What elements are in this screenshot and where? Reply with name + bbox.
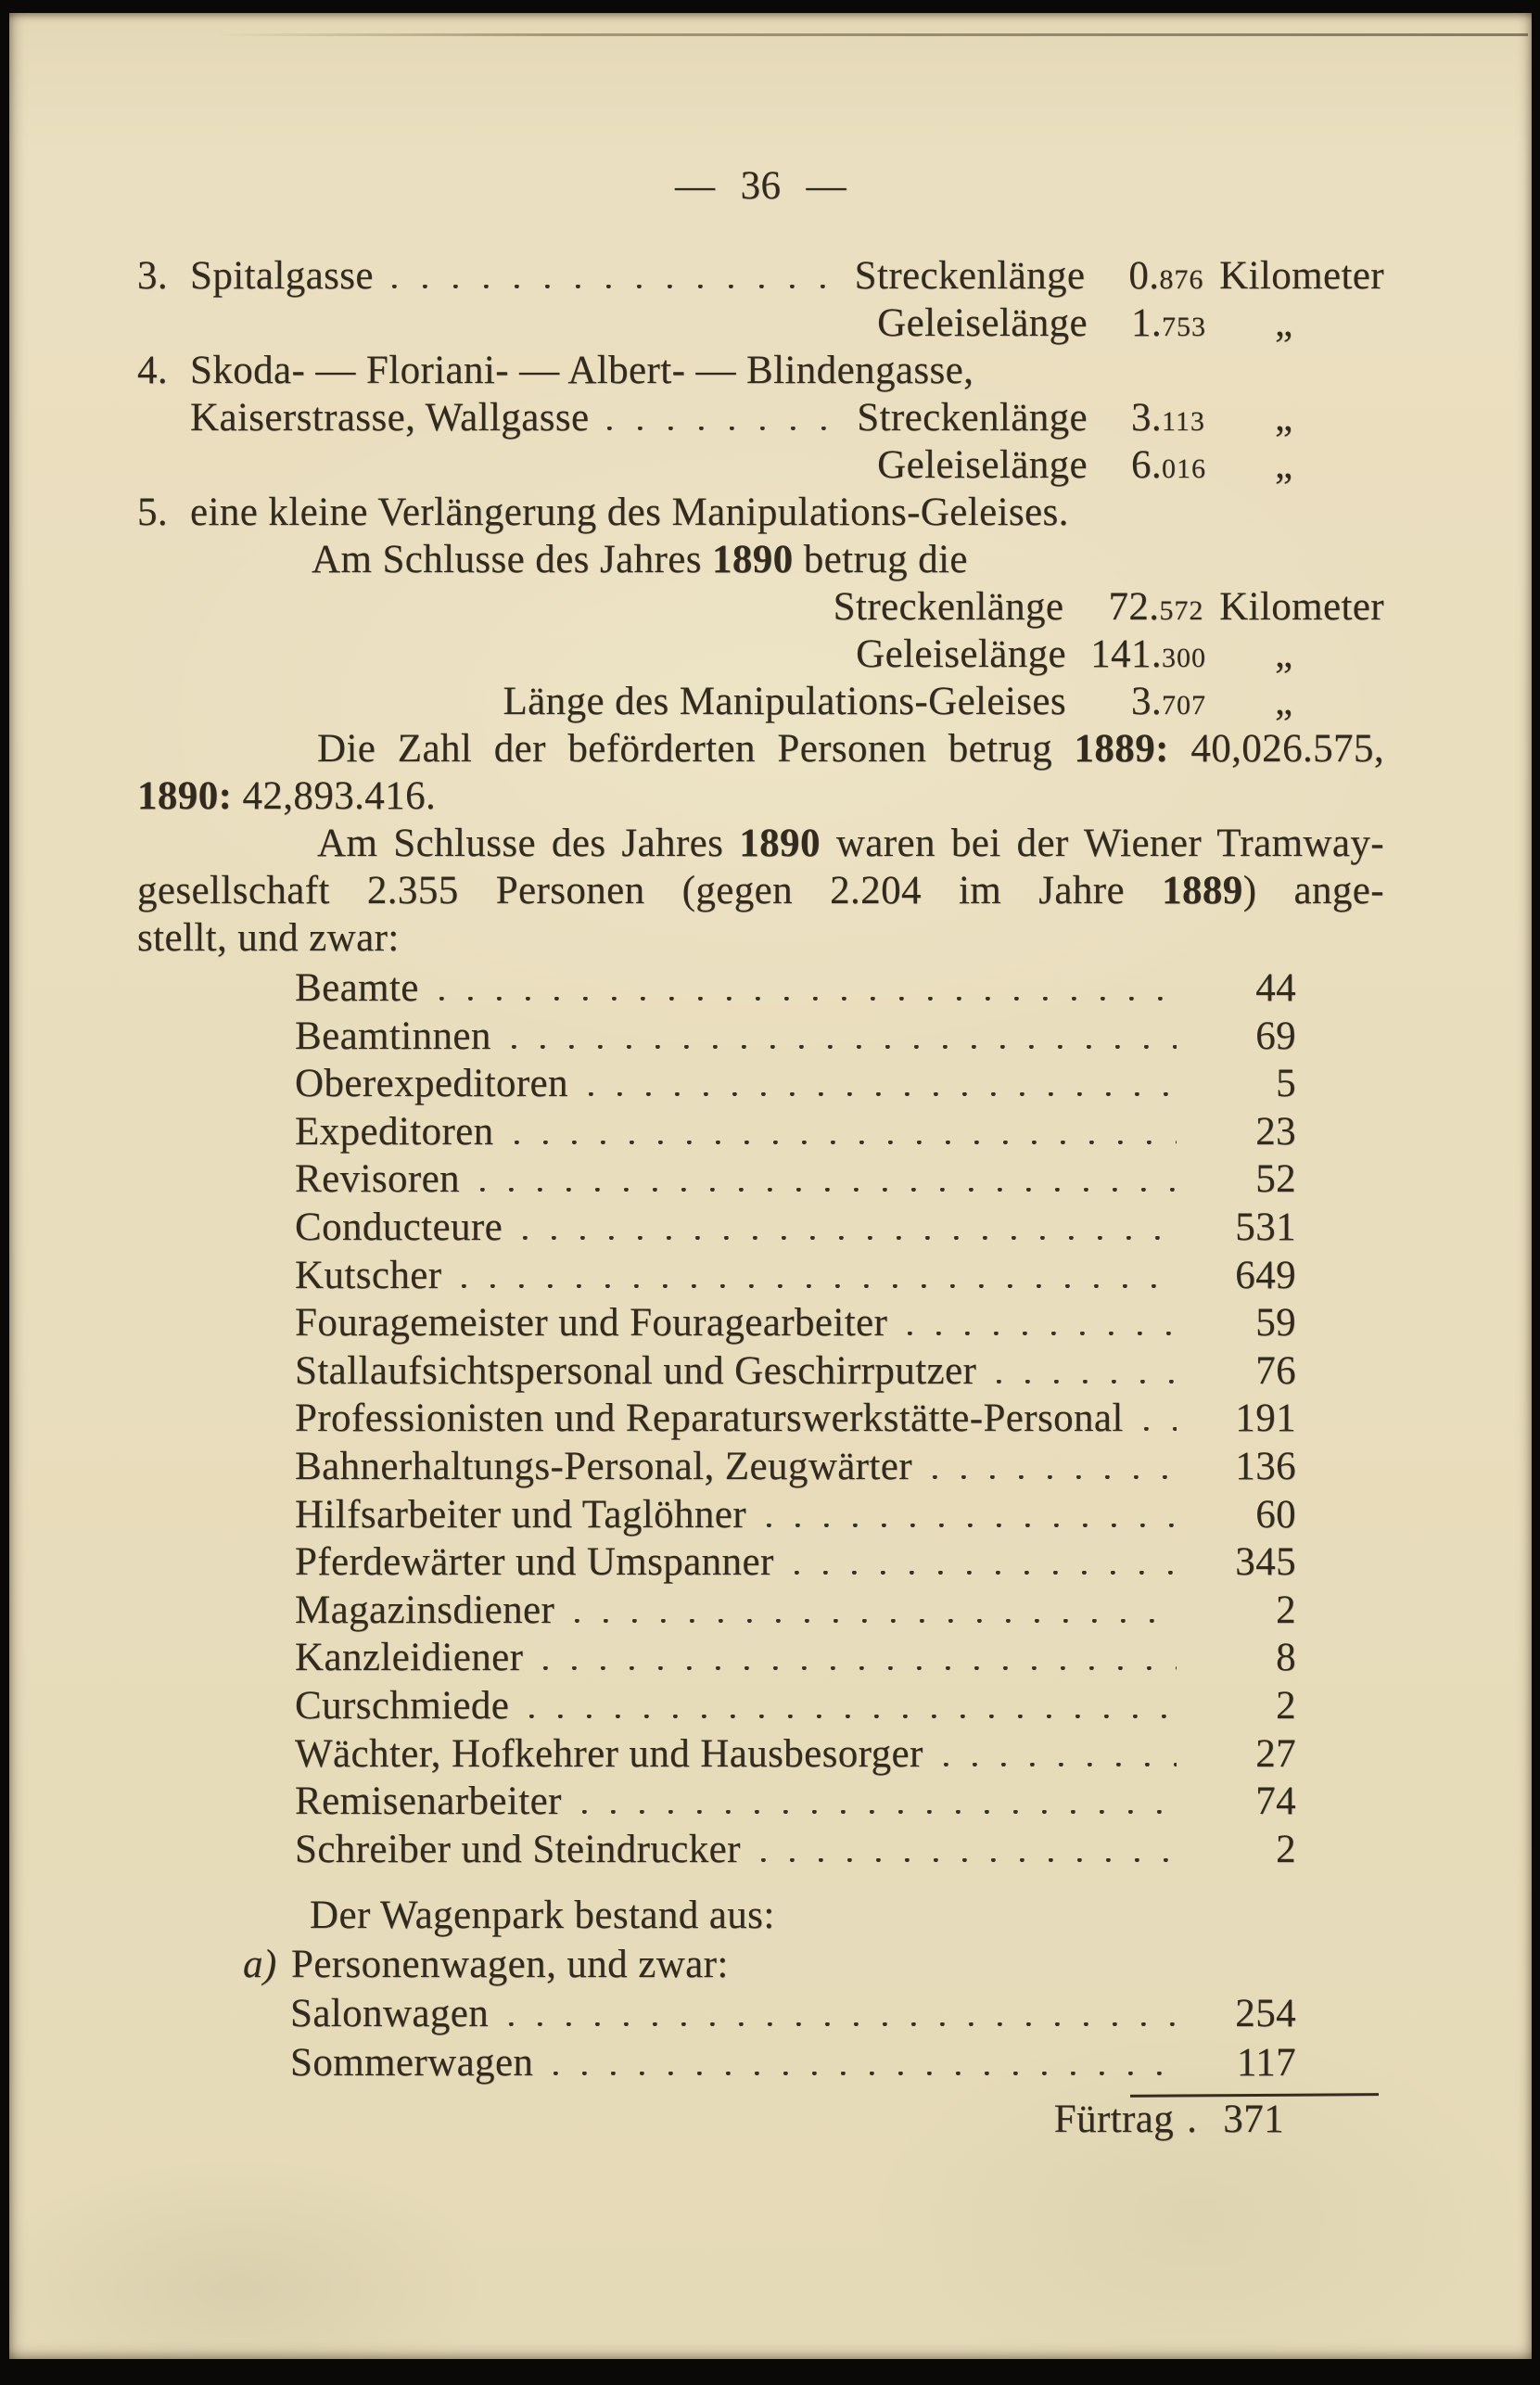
value-decimals: 016 <box>1162 453 1206 484</box>
table-row <box>137 1155 1384 1204</box>
value-decimals: 753 <box>1162 312 1206 342</box>
value-decimals: 876 <box>1159 264 1204 295</box>
dot-leader <box>589 1092 1177 1096</box>
wagenpark-section <box>137 1891 1384 2143</box>
staff-label: Fouragemeister und Fouragearbeiter <box>295 1301 888 1346</box>
route-item-4-left <box>137 347 1088 394</box>
dot-leader <box>392 285 831 288</box>
route-item-name: Kaiserstrasse, Wallgasse <box>190 396 590 440</box>
year-bold: 1889 <box>1162 869 1243 912</box>
table-row <box>137 1395 1384 1443</box>
staff-intro-text: Am Schlusse des Jahres <box>317 822 740 865</box>
dot-leader <box>582 1810 1177 1814</box>
table-row <box>137 1299 1384 1347</box>
table-row <box>137 2038 1384 2087</box>
summary-left1 <box>137 583 1085 631</box>
summary-intro <box>137 536 1384 583</box>
route-item-3-left2 <box>137 300 1088 347</box>
staff-count: 74 <box>1255 1779 1296 1824</box>
dot-leader <box>1144 1427 1177 1431</box>
table-row <box>137 1538 1384 1587</box>
route-item-4-left3 <box>137 441 1088 489</box>
route-item-number: 3. <box>137 254 169 298</box>
value-decimals: 113 <box>1162 406 1205 437</box>
staff-count: 2 <box>1276 1588 1296 1632</box>
measure-label: Streckenlänge <box>833 585 1064 629</box>
route-item-3 <box>137 252 1384 300</box>
staff-intro-text2: waren bei der Wiener Tramway- <box>820 822 1384 865</box>
route-item-name: eine kleine Verlängerung des Manipulations-Geleises. <box>190 491 1069 534</box>
page-number: — 36 — <box>675 164 846 208</box>
route-item-3-left <box>137 252 1085 300</box>
dot-leader <box>767 1524 1177 1527</box>
route-item-4-left2 <box>137 394 1088 441</box>
summary-intro-text: Am Schlusse des Jahres <box>312 538 712 581</box>
table-row <box>137 1060 1384 1108</box>
staff-intro-line-2 <box>137 867 1384 914</box>
table-row <box>137 1108 1384 1156</box>
route-item-number: 4. <box>137 349 169 392</box>
staff-count: 5 <box>1276 1062 1296 1106</box>
ditto-mark: „ <box>1275 632 1293 676</box>
staff-count: 531 <box>1235 1205 1296 1249</box>
staff-count: 69 <box>1255 1014 1296 1058</box>
dot-leader <box>480 1188 1177 1192</box>
staff-count: 191 <box>1235 1397 1296 1441</box>
value-decimals: 300 <box>1162 643 1206 673</box>
staff-count: 60 <box>1255 1492 1296 1537</box>
year-bold: 1890 <box>739 822 821 865</box>
dot-leader <box>543 1666 1177 1670</box>
table-row <box>137 1778 1384 1826</box>
dot-leader <box>509 2022 1177 2026</box>
measure-label: Streckenlänge <box>857 396 1088 440</box>
staff-label: Conducteure <box>295 1205 503 1249</box>
staff-intro-text2: ) ange- <box>1242 869 1384 912</box>
value-integer: 3. <box>1130 396 1162 440</box>
staff-count: 8 <box>1276 1636 1296 1680</box>
staff-label: Schreiber und Steindrucker <box>295 1827 741 1871</box>
staff-count: 649 <box>1235 1253 1296 1297</box>
dot-leader <box>462 1284 1177 1288</box>
wagen-label: Sommerwagen <box>290 2041 534 2085</box>
passengers-line-2 <box>137 772 1384 820</box>
staff-label: Beamtinnen <box>295 1014 491 1058</box>
carry-label: Fürtrag <box>1053 2098 1175 2142</box>
ditto-mark: „ <box>1275 680 1293 723</box>
dot-leader <box>575 1619 1177 1623</box>
dot-leader <box>529 1715 1177 1718</box>
dot-leader <box>439 997 1177 1001</box>
staff-label: Remisenarbeiter <box>295 1779 562 1824</box>
dot-leader <box>512 1045 1177 1049</box>
staff-intro-line-1 <box>317 820 1384 867</box>
book-page <box>9 13 1532 2359</box>
staff-label: Kutscher <box>295 1253 442 1297</box>
passengers-number: 42,893.416. <box>232 774 437 818</box>
route-item-4 <box>137 347 1384 394</box>
dot-leader <box>997 1380 1177 1384</box>
route-item-3-row2 <box>137 300 1384 347</box>
measure-label: Geleiselänge <box>877 301 1088 345</box>
dot-leader <box>933 1475 1177 1479</box>
passengers-line-1 <box>317 725 1384 772</box>
value-integer: 72. <box>1108 585 1160 629</box>
carry-value: 371 <box>1223 2098 1284 2142</box>
table-row <box>137 1682 1384 1730</box>
page-content <box>137 162 1384 2143</box>
summary-left2 <box>137 631 1088 678</box>
route-list <box>137 252 1384 962</box>
year-bold: 1890: <box>137 774 233 818</box>
dot-leader <box>795 1571 1177 1575</box>
measure-label: Streckenlänge <box>854 254 1086 298</box>
value-integer: 141. <box>1090 632 1162 676</box>
value-integer: 6. <box>1130 443 1162 487</box>
staff-count: 76 <box>1255 1348 1296 1393</box>
dot-leader <box>761 1858 1177 1862</box>
route-item-name: Skoda- — Floriani- — Albert- — Blindengasse, <box>190 349 974 392</box>
table-row <box>137 1013 1384 1061</box>
dot-leader <box>944 1763 1177 1766</box>
passengers-number: 40,026.575, <box>1168 727 1384 771</box>
staff-label: Bahnerhaltungs-Personal, Zeugwärter <box>295 1444 912 1488</box>
staff-count: 44 <box>1255 966 1296 1010</box>
dot-leader <box>515 1141 1177 1144</box>
staff-count: 136 <box>1235 1444 1296 1488</box>
year-bold: 1889: <box>1074 727 1169 771</box>
staff-intro-line-3: stellt, und zwar: <box>137 916 400 960</box>
wagenpark-intro: Der Wagenpark bestand aus: <box>310 1894 775 1938</box>
route-item-name: Spitalgasse <box>190 254 374 298</box>
table-row <box>137 1587 1384 1635</box>
measure-value <box>1088 300 1222 351</box>
value-integer: 3. <box>1130 680 1162 723</box>
wagenpark-item-label: Personenwagen, und zwar: <box>291 1943 729 1987</box>
table-row <box>137 1204 1384 1252</box>
measure-value <box>1088 678 1222 729</box>
wagen-count: 254 <box>1235 1992 1296 2036</box>
measure-label: Geleiselänge <box>877 443 1088 487</box>
staff-label: Expeditoren <box>295 1109 494 1154</box>
carry-forward-row <box>137 2097 1384 2143</box>
summary-left3 <box>137 678 1088 725</box>
measure-value <box>1085 583 1219 634</box>
staff-label: Kanzleidiener <box>295 1636 524 1680</box>
staff-count: 23 <box>1255 1109 1296 1154</box>
measure-value <box>1088 441 1222 492</box>
table-row <box>137 1347 1384 1396</box>
route-item-5 <box>137 489 1384 536</box>
page-edge-shadow <box>218 33 1528 36</box>
table-row <box>137 964 1384 1013</box>
staff-label: Beamte <box>295 966 419 1010</box>
table-row <box>137 1826 1384 1874</box>
staff-count: 27 <box>1255 1731 1296 1776</box>
measure-value <box>1088 394 1222 445</box>
staff-label: Curschmiede <box>295 1683 510 1728</box>
ditto-mark: „ <box>1275 396 1293 440</box>
measure-label: Länge des Manipulations-Geleises <box>503 680 1066 723</box>
dot-leader <box>523 1236 1177 1240</box>
route-item-4-row2 <box>137 394 1384 441</box>
summary-row-manipulation <box>137 678 1384 725</box>
wagen-count: 117 <box>1236 2041 1296 2085</box>
staff-label: Oberexpeditoren <box>295 1062 568 1106</box>
wagenpark-item-a <box>137 1940 1384 1989</box>
table-row <box>137 1491 1384 1539</box>
staff-label: Professionisten und Reparaturswerkstätte-Personal <box>295 1397 1124 1441</box>
year-bold: 1890 <box>711 538 794 581</box>
staff-count: 59 <box>1255 1301 1296 1346</box>
value-decimals: 572 <box>1159 595 1204 626</box>
table-row <box>137 1730 1384 1779</box>
value-integer: 1. <box>1130 301 1162 345</box>
table-row <box>137 1989 1384 2038</box>
summary-row-strecke <box>137 583 1384 631</box>
staff-count: 2 <box>1276 1827 1296 1871</box>
list-marker-a: a) <box>243 1943 277 1987</box>
staff-label: Revisoren <box>295 1157 460 1202</box>
staff-table <box>137 964 1384 1873</box>
measure-value <box>1085 252 1219 303</box>
dot-leader <box>908 1332 1177 1335</box>
staff-label: Magazinsdiener <box>295 1588 555 1632</box>
value-decimals: 707 <box>1162 690 1206 721</box>
measure-unit: Kilometer <box>1219 585 1384 629</box>
route-item-4-row3 <box>137 441 1384 489</box>
measure-value <box>1088 631 1222 682</box>
table-row <box>137 1252 1384 1300</box>
staff-count: 52 <box>1255 1157 1296 1202</box>
table-row <box>137 1443 1384 1491</box>
route-item-number: 5. <box>137 491 169 534</box>
staff-count: 345 <box>1235 1540 1296 1585</box>
measure-unit: Kilometer <box>1219 254 1384 298</box>
carry-dot: . <box>1187 2098 1198 2142</box>
staff-count: 2 <box>1276 1683 1296 1728</box>
table-row <box>137 1634 1384 1682</box>
passengers-text: Die Zahl der beförderten Personen betrug <box>317 727 1075 771</box>
ditto-mark: „ <box>1275 301 1293 345</box>
staff-label: Hilfsarbeiter und Taglöhner <box>295 1492 747 1537</box>
value-integer: 0. <box>1128 254 1160 298</box>
staff-label: Pferdewärter und Umspanner <box>295 1540 774 1585</box>
staff-label: Stallaufsichtspersonal und Geschirrputzer <box>295 1348 977 1393</box>
dot-leader <box>554 2072 1177 2075</box>
staff-intro-text: gesellschaft 2.355 Personen (gegen 2.204 im Jahre <box>137 869 1163 912</box>
measure-label: Geleiselänge <box>856 632 1066 676</box>
wagen-label: Salonwagen <box>290 1992 490 2036</box>
summary-row-geleise <box>137 631 1384 678</box>
dot-leader <box>607 427 833 430</box>
ditto-mark: „ <box>1275 443 1293 487</box>
staff-label: Wächter, Hofkehrer und Hausbesorger <box>295 1731 923 1776</box>
summary-intro-text2: betrug die <box>793 538 968 581</box>
